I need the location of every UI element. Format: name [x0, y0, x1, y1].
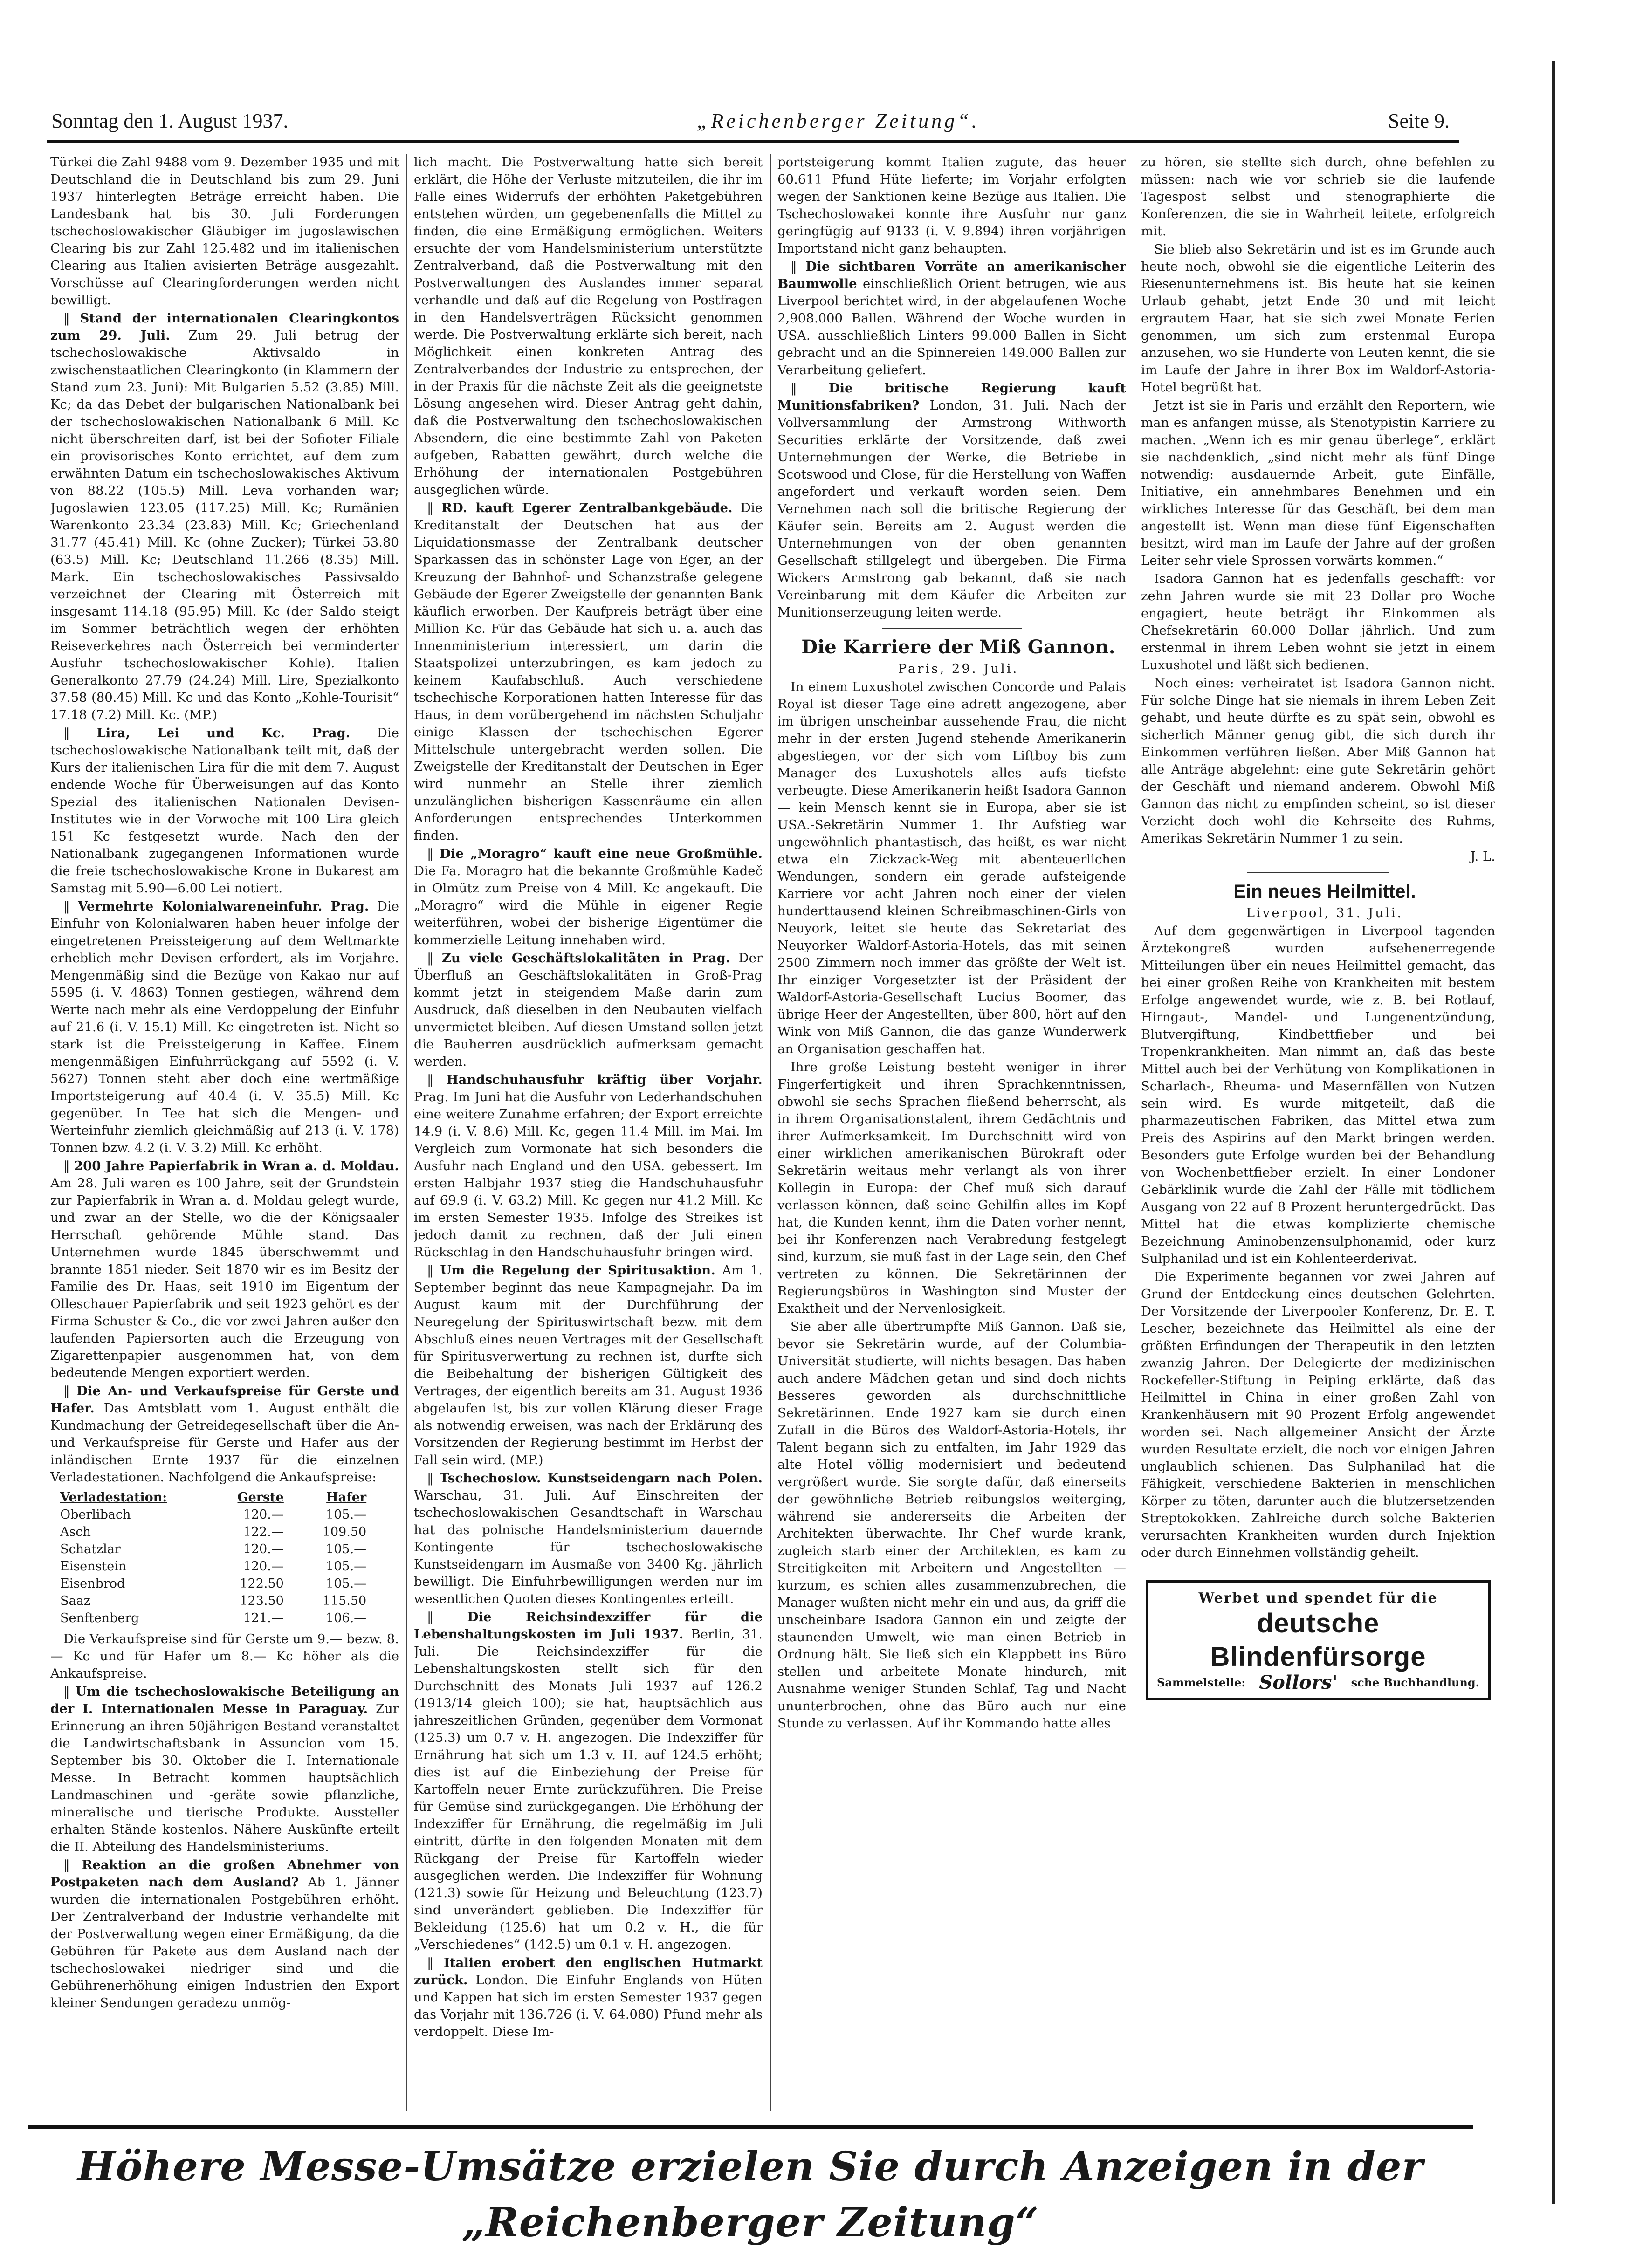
paragraph: Jetzt ist sie in Paris und erzählt den Reportern, wie man es anfangen müsse, als Stenotypistin Karriere zu machen. „Wenn ich es mir genau überlege“, erklärt sie nachdenklich, „sind nicht mehr als fünf Dinge notwendig: ausdauernde Arbeit, gute Einfälle, Initiative, ein annehmbares Benehmen und ein wirkliches Interesse für das Geschäft, bei dem man angestellt ist. Wenn man diese fünf Eigenschaften besitzt, wird man im Laufe der Jahre auf der großen Leiter sehr viele Sprossen vorwärts kommen.“ — [1141, 398, 1495, 568]
news-heading: Handschuhausfuhr kräftig über Vorjahr. — [446, 1072, 763, 1087]
news-item: ‖ Die „Moragro“ kauft eine neue Großmühle. Die Fa. Moragro hat die bekannte Großmühle Kadeč in Olmütz zum Preise von 4 Mill. Kc angekauft. Die „Moragro“ wird die Mühle in eigener Regie weiterführen, wobei der bisherige Eigentümer die kommerzielle Leitung innehaben wird. — [414, 846, 763, 947]
news-heading: Vermehrte Kolonialwareneinfuhr. Prag. — [78, 899, 369, 914]
news-item: ‖ Lira, Lei und Kc. Prag. Die tschechoslowakische Nationalbank teilt mit, daß der Kurs der italienischen Lira für die mit dem 7. August endende Woche für Überweisungen auf das Konto Spezial des italienischen Nationalen Devisen-Institutes wie in der Vorwoche mit 100 Lira gleich 151 Kc festgesetzt wurde. Nach den der Nationalbank zugegangenen Informationen wurde die freie tschechoslowakische Krone in Bukarest am Samstag mit 5.90—6.00 Lei notiert. — [50, 726, 399, 896]
news-heading: 200 Jahre Papierfabrik in Wran a. d. Moldau. — [74, 1158, 399, 1173]
table-row: Schatzlar 120.— 105.— — [60, 1542, 367, 1556]
paragraph: lich macht. Die Postverwaltung hatte sich bereit erklärt, die Höhe der Verluste mitzuteilen, die ihr im Falle eines Widerrufs der erhöhten Paketgebühren entstehen würden, um gegebenenfalls die Mittel zu finden, die eine Ermäßigung ermöglichen. Weiters ersuchte der vom Handelsministerium unterstützte Zentralverband, daß die Postverwaltung mit den Postverwaltungen des Auslandes immer separat verhandle und daß auf die Regelung von Postfragen in den Handelsverträgen Rücksicht genommen werde. Die Postverwaltung erklärte sich bereit, nach Möglichkeit einen konkreten Antrag des Zentralverbandes der Industrie zu entsprechen, der in der Praxis für die nächste Zeit als die geeignetste Lösung angesehen wird. Dieser Antrag geht dahin, daß die Postverwaltung den tschechoslowakischen Absendern, die eine bestimmte Zahl von Paketen aufgeben, Rabatten gewährt, durch welche die Erhöhung der internationalen Postgebühren ausgeglichen würde. — [414, 155, 763, 497]
column-1 — [50, 154, 399, 2116]
table-header: Hafer — [326, 1490, 367, 1505]
paragraph: Sie blieb also Sekretärin und ist es im Grunde auch heute noch, obwohl sie die eigentliche Leiterin des Riesenunternehmens ist. Bis heute hat sie keinen Urlaub gehabt, jetzt Ende 30 und mit leicht ergrautem Haar, hat sie sich zwei Monate Ferien genommen, um sich zum erstenmal Europa anzusehen, wo sie Hunderte von Leuten kennt, die sie im Laufe der Jahre in ihrer Box im Waldorf-Astoria-Hotel begrüßt hat. — [1141, 242, 1495, 395]
ad-headline: deutsche Blindenfürsorge — [1210, 1608, 1426, 1672]
table-row: Senftenberg 121.— 106.— — [60, 1611, 367, 1625]
article-title-gannon: Die Karriere der Miß Gannon. — [801, 636, 1115, 658]
paragraph: zu hören, sie stellte sich durch, ohne befehlen zu müssen: nach wie vor schrieb sie die laufende Tagespost selbst und stenographierte die Konferenzen, die sie in Wahrheit leitete, erfolgreich mit. — [1141, 155, 1495, 239]
news-heading: Stand der internationalen Clearingkontos zum 29. Juli. — [50, 311, 399, 343]
column-3 — [777, 154, 1126, 2116]
table-header: Verladestation: — [60, 1490, 167, 1505]
news-heading: Um die Regelung der Spiritusaktion. — [440, 1263, 715, 1278]
column-4 — [1141, 154, 1495, 2116]
news-item: ‖ Die sichtbaren Vorräte an amerikanischer Baumwolle einschließlich Orient betrugen, wie aus Liverpool berichtet wird, in der abgelaufenen Woche 2,908.000 Ballen. Während der Woche wurden in USA. ausschließlich Linters 99.000 Ballen in Sicht gebracht und an die Spinnereien 149.000 Ballen zur Verarbeitung geliefert. — [777, 259, 1126, 377]
news-heading: Die britische Regierung kauft Munitionsfabriken? — [777, 381, 1126, 413]
news-item: ‖ Italien erobert den englischen Hutmarkt zurück. London. Die Einfuhr Englands von Hüten und Kappen hat sich im ersten Semester 1937 gegen das Vorjahr mit 136.726 (i. V. 64.080) Pfund mehr als verdoppelt. Diese Im- — [414, 1955, 763, 2039]
paragraph: Sie aber alle übertrumpfte Miß Gannon. Daß sie, bevor sie Sekretärin wurde, auf der Columbia-Universität studierte, will nichts besagen. Das haben auch andere Mädchen getan und sind doch nichts Besseres geworden als durchschnittliche Sekretärinnen. Ende 1927 kam sie durch einen Zufall in die Büros des Waldorf-Astoria-Hotels, ihr Talent begann sich zu entfalten, im Jahr 1929 das alte Hotel völlig modernisiert und bedeutend vergrößert wurde. Sie sorgte dafür, daß einerseits der gewöhnliche Betrieb reibungslos weiterging, während sie andererseits die Arbeiten der Architekten überwachte. Ihr Chef wurde krank, zugleich starb einer der Architekten, es kam zu Streitigkeiten mit Arbeitern und Angestellten — kurzum, es schien alles zusammenzubrechen, die Manager wußten nicht mehr ein und aus, da griff die unscheinbare Isadora Gannon ein und zeigte der staunenden Umwelt, wie man einen Betrieb in Ordnung hält. Sie ließ sich ein Klappbett ins Büro stellen und arbeitete Monate hindurch, mit Ausnahme weniger Stunden Schlaf, Tag und Nacht ununterbrochen, ohne das Büro auch nur eine Stunde zu verlassen. Auf ihr Kommando hatte alles — [777, 1319, 1126, 1731]
table-row: Eisenstein 120.— 105.— — [60, 1559, 367, 1574]
news-heading: Italien erobert den englischen Hutmarkt zurück. — [414, 1955, 763, 1987]
news-heading: Die sichtbaren Vorräte an amerikanischer Baumwolle — [777, 259, 1126, 291]
column-divider — [406, 154, 407, 2111]
article-separator — [1247, 872, 1389, 873]
paragraph: portsteigerung kommt Italien zugute, das heuer 60.611 Pfund Hüte lieferte; im Vorjahr erfolgten wegen der Sanktionen keine Bezüge aus Italien. Die Tschechoslowakei konnte ihre Ausfuhr nur ganz geringfügig auf 9133 (i. V. 9.894) ihren vorjährigen Importstand nicht ganz behaupten. — [777, 155, 1126, 256]
ad-collection-point: Sammelstelle: Sollors' sche Buchhandlung. — [1157, 1672, 1479, 1693]
news-item: ‖ Um die Regelung der Spiritusaktion. Am 1. September beginnt das neue Kampagnejahr. Da im August kaum mit der Durchführung der Neuregelung der Spirituswirtschaft bezw. mit dem Abschluß eines neuen Vertrages mit der Gesellschaft für Spiritusverwertung zu rechnen ist, durfte sich die Beibehaltung der bisherigen Gültigkeit des Vertrages, der eigentlich bereits am 31. August 1936 abgelaufen ist, bis zur vollen Klärung dieser Frage als notwendig erweisen, was nach der Erklärung des Vorsitzenden der Regierung bestimmt im Herbst der Fall sein wird. (MP.) — [414, 1263, 763, 1467]
header-newspaper-title: „Reichenberger Zeitung“. — [696, 110, 980, 132]
news-item: ‖ Die britische Regierung kauft Munitionsfabriken? London, 31. Juli. Nach der Vollversammlung der Armstrong Withworth Securities erklärte der Vorsitzende, daß zwei Unternehmungen der Werke, die Betriebe in Scotswood und Close, für die Herstellung von Waffen angefordert und verkauft worden seien. Dem Vernehmen nach soll die britische Regierung der Käufer sein. Bereits am 2. August werden die Unternehmungen von der oben genannten Gesellschaft stillgelegt und übergeben. Die Firma Wickers Armstrong gab bekannt, daß sie nach Vereinbarung mit dem Käufer die Arbeiten zur Munitionserzeugung leiten werde. — [777, 381, 1126, 620]
header-date: Sonntag den 1. August 1937. — [51, 110, 289, 132]
table-row: Eisenbrod 122.50 105.— — [60, 1576, 367, 1591]
news-item: ‖ 200 Jahre Papierfabrik in Wran a. d. Moldau. Am 28. Juli waren es 100 Jahre, seit der Grundstein zur Papierfabrik in Wran a. d. Moldau gelegt wurde, und zwar an der Stelle, wo die der Königsaaler Herrschaft gehörende Mühle stand. Das Unternehmen wurde 1845 überschwemmt und brannte 1851 nieder. Seit 1870 wir es im Besitz der Familie des Dr. Haas, seit 1910 im Eigentum der Olleschauer Papierfabrik und seit 1923 gehört es der Firma Schuster & Co., die vor zwei Jahren außer den laufenden Papiersorten auch die Erzeugung von Zigarettenpapier ausgenommen hat, von dem bedeutende Mengen exportiert werden. — [50, 1158, 399, 1380]
ad-shop-name: Sollors' — [1259, 1672, 1338, 1693]
news-heading: Die An- und Verkaufspreise für Gerste und Hafer. — [50, 1384, 399, 1416]
header-rule — [47, 140, 1459, 143]
news-item: ‖ Die An- und Verkaufspreise für Gerste und Hafer. Das Amtsblatt vom 1. August enthält die Kundmachung der Getreidegesellschaft über die An- und Verkaufspreise für Gerste und Hafer aus der inländischen Ernte 1937 für die einzelnen Verladestationen. Nachfolgend die Ankaufspreise: — [50, 1384, 399, 1485]
news-item: ‖ Um die tschechoslowakische Beteiligung an der I. Internationalen Messe in Paraguay. Zur Erinnerung an ihren 50jährigen Bestand veranstaltet die Landwirtschaftsbank in Assuncion vom 15. September bis 30. Oktober die I. Internationale Messe. In Betracht kommen hauptsächlich Landmaschinen und -geräte sowie pflanzliche, mineralische und tierische Produkte. Aussteller erhalten Stände kostenlos. Nähere Auskünfte erteilt die II. Abteilung des Handelsministeriums. — [50, 1684, 399, 1854]
paragraph: Isadora Gannon hat es jedenfalls geschafft: vor zehn Jahren wurde sie mit 23 Dollar pro Woche engagiert, heute beträgt ihr Einkommen als Chefsekretärin 60.000 Dollar jährlich. Und zum erstenmal in ihrem Leben wohnt sie jetzt in einem Luxushotel und läßt sich bedienen. — [1141, 571, 1495, 672]
advertisement-blindenfuersorge — [1146, 1580, 1491, 1700]
news-item: ‖ Zu viele Geschäftslokalitäten in Prag. Der Überfluß an Geschäftslokalitäten in Groß-Prag kommt jetzt in steigendem Maße darin zum Ausdruck, daß dieselben in den Neubauten vielfach unvermietet bleiben. Auf diesen Umstand sollen jetzt die Bauherren ausdrücklich aufmerksam gemacht werden. — [414, 951, 763, 1069]
table-header: Gerste — [237, 1490, 284, 1505]
paragraph: Die Experimente begannen vor zwei Jahren auf Grund der Entdeckung eines deutschen Gelehrten. Der Vorsitzende der Liverpooler Konferenz, Dr. E. T. Lescher, bezeichnete das Heilmittel als eine der größten Erfindungen der Therapeutik in den letzten zwanzig Jahren. Der Delegierte der medizinischen Rockefeller-Stiftung in Peiping erklärte, daß das Heilmittel in China in einer großen Zahl von Krankenhäusern mit 90 Prozent Erfolg angewendet worden sei. Nach allgemeiner Ansicht der Ärzte wurden Resultate erzielt, die noch vor einigen Jahren unglaublich schienen. Das Sulphanilad hat die Fähigkeit, verschiedene Bakterien in menschlichen Körper zu töten, darunter auch die blutzersetzenden Streptokokken. Zahlreiche durch solche Bakterien verursachten Krankheiten wurden durch Injektion oder durch Einnehmen vollständig geheilt. — [1141, 1269, 1495, 1560]
article-separator — [882, 628, 1021, 629]
paragraph: In einem Luxushotel zwischen Concorde und Palais Royal ist dieser Tage eine adrett angezogene, aber im übrigen unscheinbar aussehende Frau, die nicht mehr in der ersten Jugend stehende Amerikanerin abgestiegen, vor der sich vom Liftboy bis zum Manager des Luxushotels alles aufs tiefste verbeugte. Diese Amerikanerin heißt Isadora Gannon — kein Mensch kennt sie in Europa, aber sie ist USA.-Sekretärin Nummer 1. Ihr Aufstieg war ungewöhnlich phantastisch, das heißt, es war nicht etwa ein Zickzack-Weg mit abenteuerlichen Wendungen, sondern ein gerade aufsteigende Karriere vor acht Jahren noch einer der vielen hunderttausend kleinen Schreibmaschinen-Girls von Neuyork, leitet sie heute das Sekretariat des Neuyorker Waldorf-Astoria-Hotels, das mit seinen 2500 Zimmern noch immer das größte der Welt ist. Ihr einziger Vorgesetzter ist der Präsident der Waldorf-Astoria-Gesellschaft Lucius Boomer, das übrige Heer der Angestellten, über 800, hört auf den Wink von Miß Gannon, die das ganze Wunderwerk an Organisation geschaffen hat. — [777, 679, 1126, 1056]
header-page-number: Seite 9. — [1388, 110, 1450, 132]
news-heading: Die „Moragro“ kauft eine neue Großmühle. — [440, 846, 763, 861]
news-item: ‖ Stand der internationalen Clearingkontos zum 29. Juli. Zum 29. Juli betrug der tschechoslowakische Aktivsaldo in zwischenstaatlichen Clearingkonto (in Klammern der Stand zum 23. Juni): Mit Bulgarien 5.52 (3.85) Mill. Kc; da das Debet der bulgarischen Nationalbank bei der tschechoslowakischen Nationalbank 6 Mill. Kc nicht überschreiten darf, ist bei der Sofioter Filiale ein provisorisches Konto errichtet, auf dem zum erwähnten Datum ein tschechoslowakisches Aktivum von 88.22 (105.5) Mill. Leva vorhanden war; Jugoslawien 123.05 (117.25) Mill. Kc; Rumänien Warenkonto 23.34 (23.83) Mill. Kc; Griechenland 31.77 (45.41) Mill. Kc (ohne Zucker); Türkei 53.80 (63.5) Mill. Kc; Deutschland 11.266 (8.35) Mill. Mark. Ein tschechoslowakisches Passivsaldo verzeichnet der Clearing mit Österreich mit insgesamt 114.18 (95.95) Mill. Kc (der Saldo steigt im Sommer beträchtlich wegen der erhöhten Reiseverkehres nach Österreich bei verminderter Ausfuhr tschechoslowakischer Kohle). Italien Generalkonto 27.79 (24.24) Mill. Lire, Spezialkonto 37.58 (80.45) Mill. Kc und das Konto „Kohle-Tourisit“ 17.18 (7.2) Mill. Kc. (MP.) — [50, 311, 399, 722]
table-row: Asch 122.— 109.50 — [60, 1525, 367, 1539]
paragraph: Die Verkaufspreise sind für Gerste um 9.— bezw. 8.— Kc und für Hafer um 8.— Kc höher als die Ankaufspreise. — [50, 1631, 399, 1681]
news-item: ‖ Handschuhausfuhr kräftig über Vorjahr. Prag. Im Juni hat die Ausfuhr von Lederhandschuhen eine weitere Zunahme erfahren; der Export erreichte 14.9 (i. V. 8.6) Mill. Kc, gegen 11.4 Mill. im Mai. Im Vergleich zum Vormonate hat sich besonders die Ausfuhr nach England und den USA. gebessert. Im ersten Halbjahr 1937 stieg die Handschuhausfuhr auf 69.9 (i. V. 63.2) Mill. Kc gegen nur 41.2 Mill. Kc im ersten Semester 1935. Infolge des Streikes ist jedoch damit zu rechnen, daß der Juli einen Rückschlag in den Handschuhausfuhr bringen wird. — [414, 1072, 763, 1260]
paragraph: Noch eines: verheiratet ist Isadora Gannon nicht. Für solche Dinge hat sie niemals in ihrem Leben Zeit gehabt, und heute dürfte es zu spät sein, obwohl es sicherlich Männer genug gibt, die sich durch ihr Einkommen verführen ließen. Aber Miß Gannon hat alle Anträge abgelehnt: eine gute Sekretärin gehört der Geschäft und niemand anderem. Obwohl Miß Gannon das nicht zu empfinden scheint, so ist dieser Verzicht doch wohl die Kehrseite des Ruhms, Amerikas Sekretärin Nummer 1 zu sein. — [1141, 676, 1495, 846]
paragraph: Ihre große Leistung besteht weniger in ihrer Fingerfertigkeit und ihren Sprachkenntnissen, obwohl sie sechs Sprachen fließend beherrscht, als in ihrem Organisationstalent, ihrem Gedächtnis und ihrer Aufmerksamkeit. Im Durchschnitt wird von einer wirklichen amerikanischen Bürokraft oder Sekretärin weitaus mehr verlangt als von ihrer Kollegin in Europa: der Chef muß sich darauf verlassen können, daß seine Gehilfin alles im Kopf hat, die Kunden kennt, ihm die Daten vorher nennt, bei ihr Konferenzen nach Verabredung festgelegt sind, kurzum, sie muß fast in der Lage sein, den Chef vertreten zu können. Die Sekretärinnen der Regierungsbüros in Washington sind Muster der Exaktheit und der Nervenlosigkeit. — [777, 1060, 1126, 1316]
news-heading: RD. kauft Egerer Zentralbankgebäude. — [441, 500, 733, 515]
column-divider — [770, 154, 771, 2111]
news-item: ‖ Die Reichsindexziffer für die Lebenshaltungskosten im Juli 1937. Berlin, 31. Juli. Die Reichsindexziffer für die Lebenshaltungskosten stellt sich für den Durchschnitt des Monats Juli 1937 auf 126.2 (1913/14 gleich 100); sie hat, hauptsächlich aus jahreszeitlichen Gründen, gegenüber dem Vormonat (125.3) um 0.7 v. H. angezogen. Die Indexziffer für Ernährung hat sich um 1.3 v. H. auf 124.5 erhöht; dies ist auf die Einbeziehung der Preise für Kartoffeln neuer Ernte zurückzuführen. Die Preise für Gemüse sind zurückgegangen. Die Erhöhung der Indexziffer für Ernährung, die regelmäßig im Juli eintritt, dürfte in den folgenden Monaten mit dem Rückgang der Preise für Kartoffeln wieder ausgeglichen werden. Die Indexziffer für Wohnung (121.3) sowie für Heizung und Beleuchtung (123.7) sind unverändert geblieben. Die Indexziffer für Bekleidung (125.6) hat um 0.2 v. H., die für „Verschiedenes“ (142.5) um 0.1 v. H. angezogen. — [414, 1610, 763, 1952]
footer-advertising-banner: Höhere Messe-Umsätze erzielen Sie durch Anzeigen in der „Reichenberger Zeitung“ — [77, 2143, 1423, 2246]
news-item: ‖ RD. kauft Egerer Zentralbankgebäude. Die Kreditanstalt der Deutschen hat aus der Liquidationsmasse der Zentralbank deutscher Sparkassen das in schönster Lage von Eger, an der Kreuzung der Bahnhof- und Schanzstraße gelegene Gebäude der Egerer Zweigstelle der genannten Bank käuflich erworben. Der Kaufpreis beträgt über eine Million Kc. Für das Gebäude hat sich u. a. auch das Innenministerium interessiert, um darin die Staatspolizei unterzubringen, es kam jedoch zu keinem Kaufabschluß. Auch verschiedene tschechische Korporationen hatten Interesse für das Haus, in dem vorübergehend im nächsten Schuljahr einige Klassen der tschechischen Egerer Mittelschule untergebracht werden sollen. Die Zweigstelle der Kreditanstalt der Deutschen in Eger wird nunmehr an Stelle ihrer ziemlich unzulänglichen bisherigen Kassenräume ein allen Anforderungen entsprechendes Unterkommen finden. — [414, 500, 763, 843]
footer-rule — [28, 2125, 1473, 2129]
news-item: ‖ Tschechoslow. Kunstseidengarn nach Polen. Warschau, 31. Juli. Auf Einschreiten der tschechoslowakischen Gesandtschaft in Warschau hat das polnische Handelsministerium dauernde Kontingente für tschechoslowakische Kunstseidengarn im Ausmaße von 3400 Kg. jährlich bewilligt. Die Einfuhrbewilligungen werden nur im wesentlichen Quoten dieses Kontingentes erteilt. — [414, 1471, 763, 1606]
news-heading: Die Reichsindexziffer für die Lebenshaltungskosten im Juli 1937. — [414, 1610, 763, 1642]
news-heading: Um die tschechoslowakische Beteiligung an der I. Internationalen Messe in Paraguay. — [50, 1684, 399, 1716]
table-row: Oberlibach 120.— 105.— — [60, 1507, 367, 1522]
news-heading: Tschechoslow. Kunstseidengarn nach Polen. — [439, 1471, 763, 1486]
news-item: ‖ Reaktion an die großen Abnehmer von Postpaketen nach dem Ausland? Ab 1. Jänner wurden die internationalen Postgebühren erhöht. Der Zentralverband der Industrie verhandelte mit der Postverwaltung wegen einer Ermäßigung, da die Gebühren für Pakete aus dem Ausland nach der tschechoslowakei niedriger sind und die Gebührenerhöhung einigen Industrien den Export kleiner Sendungen geradezu unmög- — [50, 1857, 399, 2010]
grain-price-table — [60, 1489, 380, 1627]
page-header — [51, 100, 1450, 133]
news-item: ‖ Vermehrte Kolonialwareneinfuhr. Prag. Die Einfuhr von Kolonialwaren haben heuer infolge der eingetretenen Preissteigerung auf dem Weltmarkte erheblich mehr Devisen erfordert, als im Vorjahre. Mengenmäßig sind die Bezüge von Kakao nur auf 5595 (i. V. 4863) Tonnen gestiegen, während dem Werte nach mehr als eine Verdoppelung der Einfuhr auf 21.6 (i. V. 15.1) Mill. Kc eingetreten ist. Nicht so stark ist die Preissteigerung in Kaffee. Einem mengenmäßigen Einfuhrrückgang auf 5592 (i. V. 5627) Tonnen steht aber doch eine wertmäßige Importsteigerung auf 40.4 (i. V. 35.5) Mill. Kc gegenüber. In Tee hat sich die Mengen- und Werteinfuhr ziemlich gleichmäßig auf 213 (i. V. 178) Tonnen bzw. 4.2 (i. V. 3.2) Mill. Kc erhöht. — [50, 899, 399, 1155]
ad-tagline: Werbet und spendet für die — [1198, 1590, 1438, 1606]
news-heading: Reaktion an die großen Abnehmer von Postpaketen nach dem Ausland? — [50, 1857, 399, 1890]
page-edge-shadow — [1552, 61, 1555, 2204]
column-2 — [414, 154, 763, 2116]
article-dateline: Paris, 29. Juli. — [898, 661, 1019, 676]
news-heading: Lira, Lei und Kc. Prag. — [96, 726, 351, 740]
article-title-heilmittel: Ein neues Heilmittel. — [1233, 881, 1416, 902]
paragraph: Türkei die Zahl 9488 vom 9. Dezember 1935 und mit Deutschland die in Deutschland bis zum 29. Juni 1937 hinterlegten Beträge erreicht haben. Die Landesbank hat bis 30. Juli Forderungen tschechoslowakischer Gläubiger im jugoslawischen Clearing bis zur Zahl 125.482 und im italienischen Clearing aus Italien avisierten Beträge ausgezahlt. Vorschüsse auf Clearingforderungen werden nicht bewilligt. — [50, 155, 399, 308]
author-signature: J. L. — [1470, 849, 1495, 864]
paragraph: Auf dem gegenwärtigen in Liverpool tagenden Ärztekongreß wurden aufsehenerregende Mitteilungen über ein neues Heilmittel gemacht, das bei einer großen Reihe von Krankheiten mit bestem Erfolge angewendet wurde, wie z. B. bei Rotlauf, Hirngaut-, Mandel- und Lungenentzündung, Blutvergiftung, Kindbettfieber und bei Tropenkrankheiten. Man nimmt an, daß das beste Mittel auch bei der Verhütung von Komplikationen in Scharlach-, Rheuma- und Masernfällen von Nutzen sein wird. Es wurde mitgeteilt, daß die pharmazeutischen Fabriken, das Mittel etwa zum Preis des Aspirins auf den Markt bringen werden. Besonders gute Erfolge wurden bei der Behandlung von Wochenbettfieber erzielt. In einer Londoner Gebärklinik wurde die Zahl der Fälle mit tödlichem Ausgang von 22 auf 8 Prozent heruntergedrückt. Das Mittel hat die etwas komplizierte chemische Bezeichnung Aminobenzensulphonamid, oder kurz Sulphanilad und ist ein Kohlenteerderivat. — [1141, 924, 1495, 1266]
table-row: Saaz 123.50 115.50 — [60, 1594, 367, 1608]
news-heading: Zu viele Geschäftslokalitäten in Prag. — [441, 951, 730, 966]
article-dateline: Liverpool, 31. Juli. — [1246, 905, 1403, 920]
